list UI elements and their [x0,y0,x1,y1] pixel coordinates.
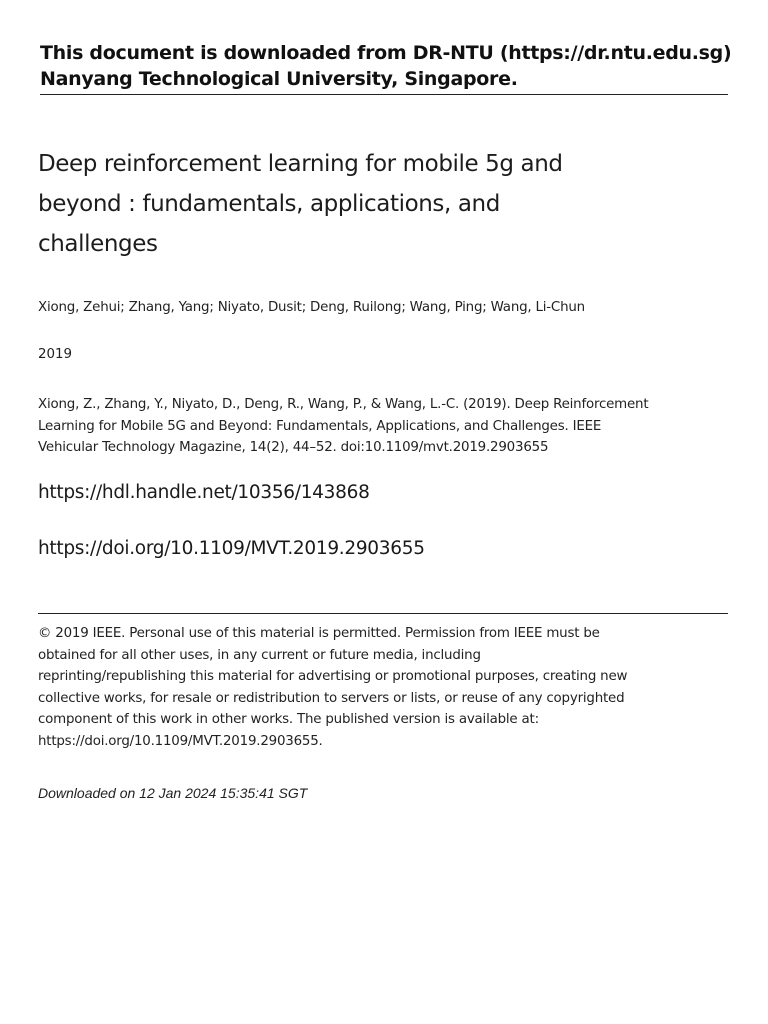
document-title [38,144,658,264]
copyright-line-2: obtained for all other uses, in any current or future media, including [38,647,481,663]
citation-line-2: Learning for Mobile 5G and Beyond: Fundamentals, Applications, and Challenges. IEEE [38,418,602,434]
header-line-download-source: This document is downloaded from DR‑NTU (https://dr.ntu.edu.sg) [40,42,732,64]
download-timestamp: Downloaded on 12 Jan 2024 15:35:41 SGT [38,785,308,801]
header-line-university: Nanyang Technological University, Singapore. [40,68,518,90]
publication-year: 2019 [38,347,73,362]
title-line-2: beyond : fundamentals, applications, and [38,191,500,217]
repository-header [40,40,732,95]
copyright-notice [38,623,678,753]
author-list: Xiong, Zehui; Zhang, Yang; Niyato, Dusit; Deng, Ruilong; Wang, Ping; Wang, Li‑Chun [38,300,585,315]
section-divider [38,613,728,614]
citation-line-3: Vehicular Technology Magazine, 14(2), 44–52. doi:10.1109/mvt.2019.2903655 [38,440,549,455]
copyright-line-5: component of this work in other works. The published version is available at: [38,712,539,728]
title-line-1: Deep reinforcement learning for mobile 5g and [38,151,563,177]
copyright-line-3: reprinting/republishing this material for advertising or promotional purposes, creating new [38,669,628,685]
citation-block [38,394,688,459]
copyright-line-1: © 2019 IEEE. Personal use of this material is permitted. Permission from IEEE must be [38,626,600,641]
copyright-line-6: https://doi.org/10.1109/MVT.2019.2903655. [38,733,323,749]
title-line-3: challenges [38,231,158,257]
handle-link[interactable]: https://hdl.handle.net/10356/143868 [38,482,370,503]
doi-link[interactable]: https://doi.org/10.1109/MVT.2019.2903655 [38,538,425,559]
citation-line-1: Xiong, Z., Zhang, Y., Niyato, D., Deng, R., Wang, P., & Wang, L.‑C. (2019). Deep Reinforcement [38,397,649,412]
copyright-line-4: collective works, for resale or redistribution to servers or lists, or reuse of any copyrighted [38,690,625,706]
